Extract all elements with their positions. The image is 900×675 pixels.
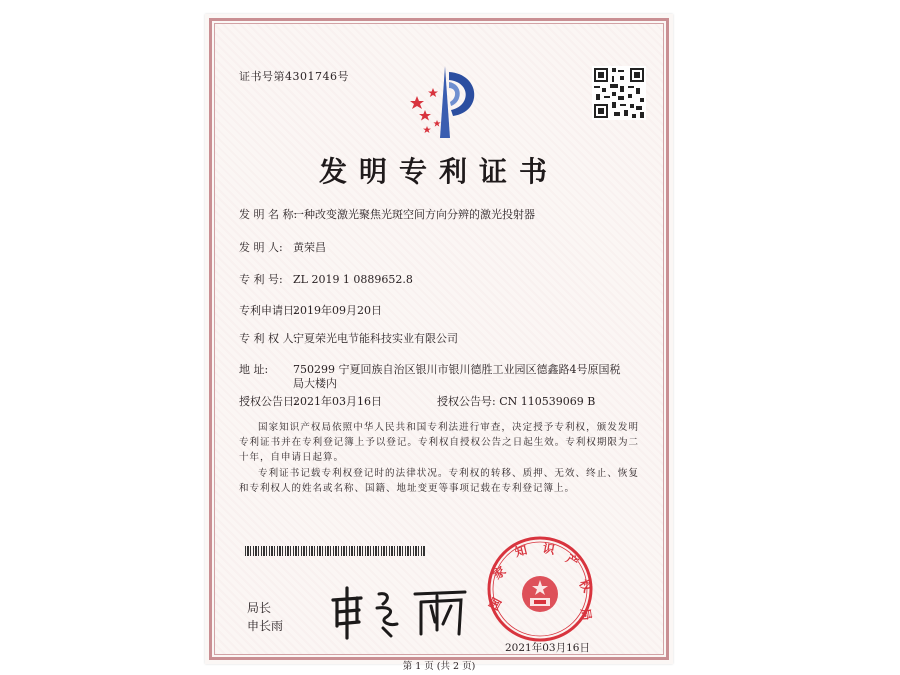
patentee-value: 宁夏荣光电节能科技实业有限公司 [293,332,458,345]
patentee-row [239,332,458,346]
filing-date-row [239,304,382,318]
official-seal-icon [485,534,595,644]
certificate-sheet [205,14,673,672]
inventor-value: 黄荣昌 [293,241,326,254]
grant-number-label: 授权公告号: [437,395,496,408]
svg-text:权: 权 [576,577,595,595]
certificate-body [214,23,664,672]
seal-date: 2021年03月16日 [505,642,590,654]
body-paragraph-1: 国家知识产权局依照中华人民共和国专利法进行审查，决定授予专利权，颁发发明专利证书并在专利登记簿上予以登记。专利权自授权公告之日起生效。专利权期限为二十年，自申请日起算。 [239,422,639,463]
qr-code-icon [592,66,646,120]
handwritten-signature-icon [325,582,475,642]
cnipa-logo-icon [403,62,487,142]
grant-number-value: CN 110539069 B [499,395,596,408]
patent-number-value: ZL 2019 1 0889652.8 [293,273,413,286]
inventor-label: 发 明 人: [239,241,283,254]
grant-date-row [239,395,382,409]
address-label: 地 址: [239,363,269,376]
certificate-number: 证书号第4301746号 [239,70,349,83]
invention-name-row [239,208,535,222]
grant-date-label: 授权公告日: [239,395,298,408]
patent-number-row [239,273,413,287]
director-title: 局长 [247,601,272,615]
svg-text:家: 家 [490,563,509,583]
patentee-label: 专 利 权 人: [239,332,298,345]
patent-number-label: 专 利 号: [239,273,283,286]
invention-name-value: 一种改变激光聚焦光斑空间方向分辨的激光投射器 [293,208,535,221]
page-number: 第 1 页 (共 2 页) [402,661,476,672]
svg-text:产: 产 [563,551,582,570]
invention-name-label: 发 明 名 称: [239,208,298,221]
grant-date-value: 2021年03月16日 [293,395,382,408]
director-name: 申长雨 [247,619,284,633]
body-paragraph-2: 专利证书记载专利权登记时的法律状况。专利权的转移、质押、无效、终止、恢复和专利权人的姓名或名称、国籍、地址变更等事项记载在专利登记簿上。 [239,468,639,494]
barcode-icon [245,546,425,556]
address-row [239,363,623,391]
svg-text:国: 国 [486,595,505,613]
page-title: 发明专利证书 [318,155,559,188]
filing-date-label: 专利申请日: [239,304,298,317]
address-value: 750299 宁夏回族自治区银川市银川德胜工业园区德鑫路4号原国税局大楼内 [293,363,621,390]
svg-text:局: 局 [578,607,594,622]
grant-number-row [437,395,595,409]
inventor-row [239,241,326,255]
svg-text:知: 知 [513,542,529,560]
filing-date-value: 2019年09月20日 [293,304,382,317]
svg-text:识: 识 [541,541,556,557]
